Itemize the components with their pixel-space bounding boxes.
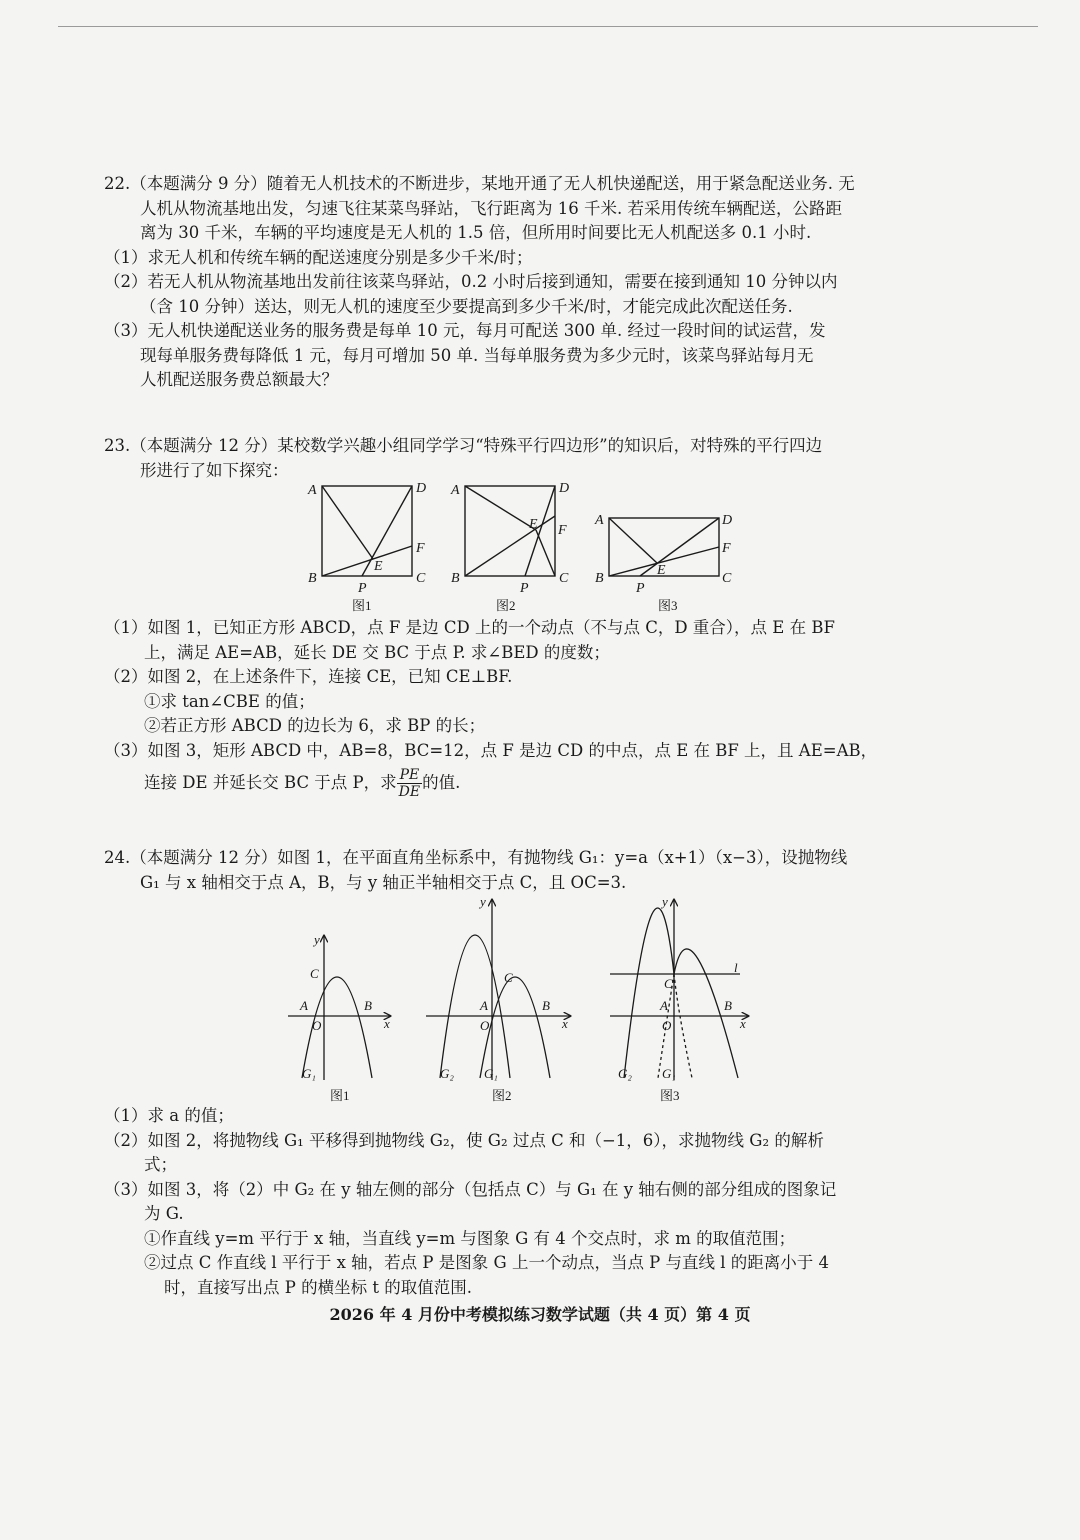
q23-part2-sub2: ②若正方形 ABCD 的边长为 6，求 BP 的长； <box>144 716 486 735</box>
pe-over-de-fraction <box>397 767 422 800</box>
fig1-line-ae <box>322 486 373 559</box>
question-24-parts <box>104 1104 934 1300</box>
fig2-parabola-g1 <box>480 977 550 1078</box>
fig2-caption: 图2 <box>496 598 516 613</box>
q24-figures <box>280 892 760 1104</box>
fig2-label-o: O <box>480 1018 490 1033</box>
fig2-label-e: E <box>529 517 538 532</box>
fig2-label-f: F <box>558 523 567 538</box>
fig3-label-o: O <box>662 1018 672 1033</box>
fig3-label-d: D <box>722 513 733 528</box>
q23-intro-2: 形进行了如下探究： <box>140 460 289 480</box>
fig2-label-a: A <box>451 483 460 498</box>
q23-part2-sub1: ①求 tan∠CBE 的值； <box>144 691 315 711</box>
fig2-label-b: B <box>542 998 550 1013</box>
fig2-label-p: P <box>520 581 529 596</box>
q24-part3-1: （3）如图 3，将（2）中 G₂ 在 y 轴左侧的部分（包括点 C）与 G₁ 在 y 轴右侧的部分组成的图象记 <box>104 1179 837 1199</box>
page-footer: 2026 年 4 月份中考模拟练习数学试题（共 4 页）第 4 页 <box>329 1305 751 1324</box>
q22-intro-2: 人机从物流基地出发，匀速飞往某菜鸟驿站，飞行距离为 16 千米. 若采用传统车辆配送，公路距 <box>140 198 842 218</box>
q24-intro-2: G₁ 与 x 轴相交于点 A，B，与 y 轴正半轴相交于点 C，且 OC=3. <box>140 872 627 892</box>
fig2-label-g2: G₂ <box>440 1066 454 1081</box>
q24-part3-sub2-2: 时，直接写出点 P 的横坐标 t 的取值范围. <box>164 1277 472 1297</box>
fig1-label-d: D <box>416 481 427 496</box>
fig2-line-ae <box>465 486 536 530</box>
fig1-label-a: A <box>308 483 317 498</box>
fig1-label-e: E <box>374 559 383 574</box>
q24-fig2-caption: 图2 <box>492 1088 512 1103</box>
fig3-label-c: C <box>664 976 673 991</box>
fig1-label-p: P <box>358 581 367 596</box>
q24-intro-1: 24.（本题满分 12 分）如图 1，在平面直角坐标系中，有抛物线 G₁：y=a（x+1）（x−3），设抛物线 <box>104 848 848 867</box>
fig2-label-b: B <box>451 571 460 586</box>
q23-part1-1: （1）如图 1，已知正方形 ABCD，点 F 是边 CD 上的一个动点（不与点 C，D 重合），点 E 在 BF <box>104 618 835 637</box>
fig1-label-y: y <box>314 932 320 947</box>
fig3-label-c: C <box>722 571 732 586</box>
q23-part3-2-post: 的值. <box>422 773 461 792</box>
fig3-line-dp <box>640 518 719 576</box>
fig2-label-c: C <box>559 571 569 586</box>
fig1-label-f: F <box>416 541 425 556</box>
q23-part2-1: （2）如图 2，在上述条件下，连接 CE，已知 CE⊥BF. <box>104 667 513 686</box>
fig3-g2-left-part <box>624 908 674 1078</box>
fig1-caption: 图1 <box>352 598 372 613</box>
fig1-label-c: C <box>416 571 426 586</box>
fig3-label-a: A <box>595 513 604 528</box>
fig2-label-a: A <box>480 998 488 1013</box>
question-23-parts <box>104 616 934 800</box>
q23-part3-1: （3）如图 3，矩形 ABCD 中，AB=8，BC=12，点 F 是边 CD 的中点，点 E 在 BF 上，且 AE=AB， <box>104 740 878 760</box>
fig1-label-c: C <box>310 966 319 981</box>
fig1-label-o: O <box>312 1018 322 1033</box>
q24-part2-2: 式； <box>144 1155 177 1174</box>
fig3-label-e: E <box>657 563 666 578</box>
q22-intro-1: 22.（本题满分 9 分）随着无人机技术的不断进步，某地开通了无人机快递配送，用于紧急配送业务. 无 <box>104 174 855 193</box>
q22-part2-2: （含 10 分钟）送达，则无人机的速度至少要提高到多少千米/时，才能完成此次配送任务. <box>140 296 793 316</box>
q23-intro-1: 23.（本题满分 12 分）某校数学兴趣小组同学学习“特殊平行四边形”的知识后，对特殊的平行四边 <box>104 436 823 455</box>
page-top-rule <box>58 26 1038 27</box>
q24-part3-sub2-1: ②过点 C 作直线 l 平行于 x 轴，若点 P 是图象 G 上一个动点，当点 P 与直线 l 的距离小于 4 <box>144 1253 830 1272</box>
fig1-line-dp <box>362 486 412 576</box>
question-22 <box>104 172 934 393</box>
fig2-label-g1: G₁ <box>484 1066 498 1081</box>
q24-part1: （1）求 a 的值； <box>104 1106 234 1125</box>
fig2-label-x: x <box>562 1016 568 1031</box>
q22-intro-3: 离为 30 千米，车辆的平均速度是无人机的 1.5 倍，但所用时间要比无人机配送多 0.1 小时. <box>140 223 812 242</box>
fig2-line-ce <box>536 530 555 576</box>
fig1-square <box>322 486 412 576</box>
q22-part1: （1）求无人机和传统车辆的配送速度分别是多少千米/时； <box>104 247 533 267</box>
frac-denominator: DE <box>398 784 421 800</box>
question-24 <box>104 846 934 895</box>
fig3-caption: 图3 <box>658 598 678 613</box>
fig3-label-f: F <box>722 541 731 556</box>
fig2-square <box>465 486 555 576</box>
q24-part3-2: 为 G. <box>144 1204 184 1223</box>
q23-part1-2: 上，满足 AE=AB，延长 DE 交 BC 于点 P. 求∠BED 的度数； <box>144 642 610 662</box>
fig2-label-y: y <box>480 894 486 909</box>
q22-part3-1: （3）无人机快递配送业务的服务费是每单 10 元，每月可配送 300 单. 经过一段时间的试运营，发 <box>104 321 826 340</box>
fig3-dashed-g2-right <box>674 974 692 1078</box>
q24-part2-1: （2）如图 2，将抛物线 G₁ 平移得到抛物线 G₂，使 G₂ 过点 C 和（−1，6），求抛物线 G₂ 的解析 <box>104 1130 824 1150</box>
fig1-label-b: B <box>364 998 372 1013</box>
fig2-parabola-g2 <box>440 935 510 1078</box>
fig3-label-p: P <box>636 581 645 596</box>
q24-fig1-caption: 图1 <box>330 1088 350 1103</box>
fig3-label-a: A <box>660 998 668 1013</box>
fig2-label-c: C <box>504 970 513 985</box>
q24-fig3-caption: 图3 <box>660 1088 680 1103</box>
fig1-label-x: x <box>384 1016 390 1031</box>
fig3-g1-right-part <box>674 949 738 1078</box>
fig3-label-l: l <box>734 960 738 975</box>
q24-part3-sub1: ①作直线 y=m 平行于 x 轴，当直线 y=m 与图象 G 有 4 个交点时，求 m 的取值范围； <box>144 1228 796 1248</box>
fig3-label-g2: G₂ <box>618 1066 632 1081</box>
fig1-label-g1: G₁ <box>302 1066 316 1081</box>
q22-part3-2: 现每单服务费每降低 1 元，每月可增加 50 单. 当每单服务费为多少元时，该菜鸟驿站每月无 <box>140 345 814 365</box>
question-23 <box>104 434 934 483</box>
fig3-label-b: B <box>595 571 604 586</box>
fig3-line-ae <box>609 518 657 563</box>
fig3-label-b: B <box>724 998 732 1013</box>
fig1-label-b: B <box>308 571 317 586</box>
fig3-label-g1: G₁ <box>662 1066 676 1081</box>
q22-part2-1: （2）若无人机从物流基地出发前往该菜鸟驿站，0.2 小时后接到通知，需要在接到通知 10 分钟以内 <box>104 272 838 291</box>
fig1-label-a: A <box>300 998 308 1013</box>
fig3-label-x: x <box>740 1016 746 1031</box>
fig3-label-y: y <box>662 894 668 909</box>
frac-numerator: PE <box>397 767 422 784</box>
q23-part3-2 <box>104 767 934 800</box>
fig2-label-d: D <box>559 481 570 496</box>
q23-part3-2-pre: 连接 DE 并延长交 BC 于点 P，求 <box>144 773 397 792</box>
q23-figures <box>300 480 760 615</box>
q22-part3-3: 人机配送服务费总额最大？ <box>140 370 338 389</box>
